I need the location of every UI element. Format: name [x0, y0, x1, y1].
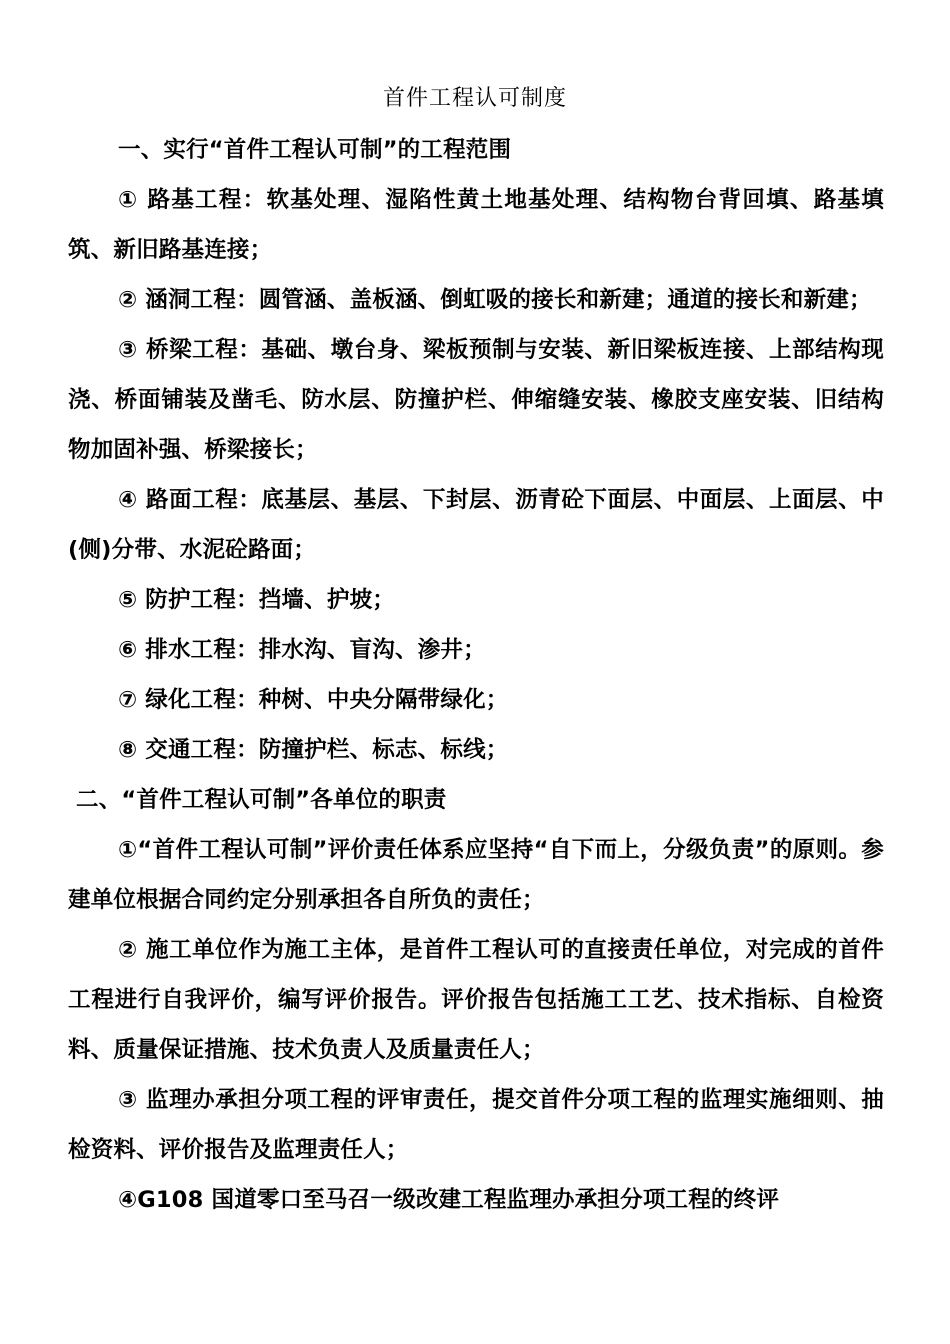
- document-body: [68, 125, 884, 1225]
- paragraph-duty-principle: ①“首件工程认可制”评价责任体系应坚持“自下而上，分级负责”的原则。参建单位根据合同约定分别承担各自所负的责任；: [68, 837, 884, 913]
- paragraph-protection: ⑤ 防护工程：挡墙、护坡；: [118, 587, 395, 613]
- section-heading-duties: 二、“首件工程认可制”各单位的职责: [76, 787, 447, 813]
- paragraph-traffic: ⑧ 交通工程：防撞护栏、标志、标线；: [118, 737, 509, 763]
- paragraph-pavement: ④ 路面工程：底基层、基层、下封层、沥青砼下面层、中面层、上面层、中(侧)分带、水泥砼路面；: [68, 487, 884, 563]
- paragraph-roadbed: ① 路基工程：软基处理、湿陷性黄土地基处理、结构物台背回填、路基填筑、新旧路基连接；: [68, 187, 884, 263]
- paragraph-bridge: ③ 桥梁工程：基础、墩台身、梁板预制与安装、新旧梁板连接、上部结构现浇、桥面铺装及凿毛、防水层、防撞护栏、伸缩缝安装、橡胶支座安装、旧结构物加固补强、桥梁接长；: [68, 337, 884, 463]
- paragraph-duty-final-review: ④G108 国道零口至马召一级改建工程监理办承担分项工程的终评: [118, 1187, 780, 1213]
- paragraph-drainage: ⑥ 排水工程：排水沟、盲沟、渗井；: [118, 637, 486, 663]
- paragraph-greening: ⑦ 绿化工程：种树、中央分隔带绿化；: [118, 687, 509, 713]
- paragraph-duty-contractor: ② 施工单位作为施工主体，是首件工程认可的直接责任单位，对完成的首件工程进行自我评价，编写评价报告。评价报告包括施工工艺、技术指标、自检资料、质量保证措施、技术负责人及质量责任人；: [68, 937, 884, 1063]
- section-heading-scope: 一、实行“首件工程认可制”的工程范围: [118, 137, 512, 163]
- paragraph-duty-supervision: ③ 监理办承担分项工程的评审责任，提交首件分项工程的监理实施细则、抽检资料、评价报告及监理责任人；: [68, 1087, 884, 1163]
- document-title: 首件工程认可制度: [382, 86, 567, 111]
- paragraph-culvert: ② 涵洞工程：圆管涵、盖板涵、倒虹吸的接长和新建；通道的接长和新建；: [118, 287, 872, 313]
